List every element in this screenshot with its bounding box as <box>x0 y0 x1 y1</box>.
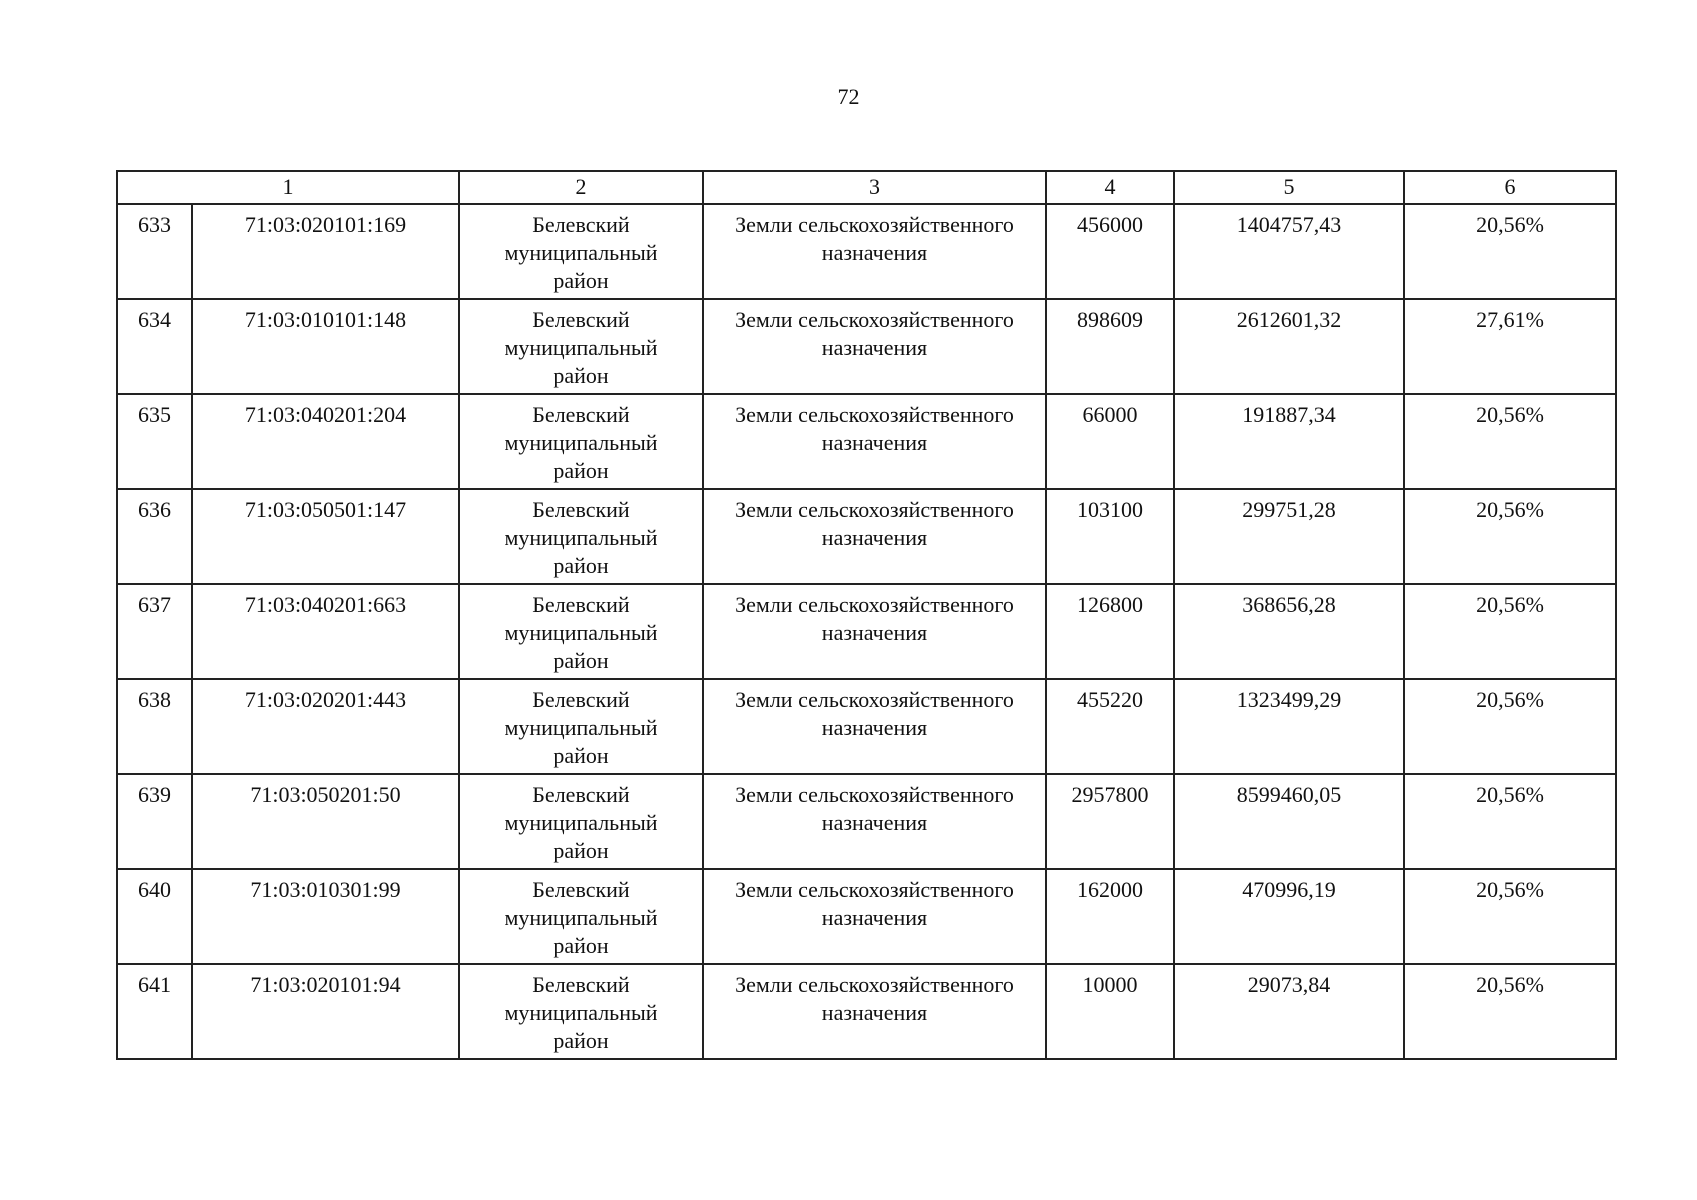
land-category-line: Земли сельскохозяйственного <box>735 402 1014 427</box>
district-name-line: Белевский <box>532 592 630 617</box>
page-number: 72 <box>837 84 860 109</box>
cadastral-value: 1323499,29 <box>1174 679 1404 774</box>
header-cell-6: 6 <box>1404 171 1616 204</box>
row-number: 638 <box>117 679 192 774</box>
land-category-line: Земли сельскохозяйственного <box>735 212 1014 237</box>
land-category-line: назначения <box>821 810 928 835</box>
plot-area: 66000 <box>1046 394 1174 489</box>
district-name-line: Белевский <box>532 972 630 997</box>
cadastral-value: 470996,19 <box>1174 869 1404 964</box>
cadastral-value: 2612601,32 <box>1174 299 1404 394</box>
cadastral-number: 71:03:020101:169 <box>192 204 459 299</box>
district-name <box>459 679 703 774</box>
district-name-line: район <box>553 268 609 293</box>
district-name <box>459 489 703 584</box>
cadastral-number: 71:03:040201:663 <box>192 584 459 679</box>
header-cell-3: 3 <box>703 171 1046 204</box>
rate-percent: 20,56% <box>1404 204 1616 299</box>
row-number: 635 <box>117 394 192 489</box>
district-name-line: муниципальный <box>504 620 658 645</box>
rate-percent: 20,56% <box>1404 679 1616 774</box>
district-name-line: Белевский <box>532 782 630 807</box>
cadastral-value: 29073,84 <box>1174 964 1404 1059</box>
cadastral-value: 299751,28 <box>1174 489 1404 584</box>
row-number: 633 <box>117 204 192 299</box>
district-name-line: Белевский <box>532 307 630 332</box>
rate-percent: 20,56% <box>1404 964 1616 1059</box>
rate-percent: 20,56% <box>1404 394 1616 489</box>
land-plots-table <box>116 170 1617 1060</box>
table-row <box>117 394 1616 489</box>
land-category-line: Земли сельскохозяйственного <box>735 592 1014 617</box>
cadastral-number: 71:03:010101:148 <box>192 299 459 394</box>
cadastral-number: 71:03:020201:443 <box>192 679 459 774</box>
district-name-line: Белевский <box>532 497 630 522</box>
district-name-line: район <box>553 648 609 673</box>
district-name <box>459 774 703 869</box>
land-category-line: назначения <box>821 1000 928 1025</box>
district-name-line: муниципальный <box>504 430 658 455</box>
land-category-line: назначения <box>821 335 928 360</box>
rate-percent: 20,56% <box>1404 869 1616 964</box>
district-name-line: Белевский <box>532 212 630 237</box>
land-category <box>703 204 1046 299</box>
district-name-line: муниципальный <box>504 715 658 740</box>
land-category-line: Земли сельскохозяйственного <box>735 497 1014 522</box>
land-category-line: назначения <box>821 715 928 740</box>
table-row <box>117 679 1616 774</box>
district-name-line: муниципальный <box>504 1000 658 1025</box>
district-name-line: район <box>553 553 609 578</box>
land-category <box>703 489 1046 584</box>
land-category-line: назначения <box>821 430 928 455</box>
land-category-line: Земли сельскохозяйственного <box>735 877 1014 902</box>
rate-percent: 20,56% <box>1404 774 1616 869</box>
cadastral-number: 71:03:010301:99 <box>192 869 459 964</box>
row-number: 636 <box>117 489 192 584</box>
district-name-line: Белевский <box>532 687 630 712</box>
header-cell-5: 5 <box>1174 171 1404 204</box>
plot-area: 162000 <box>1046 869 1174 964</box>
district-name-line: Белевский <box>532 877 630 902</box>
row-number: 637 <box>117 584 192 679</box>
district-name-line: район <box>553 933 609 958</box>
plot-area: 2957800 <box>1046 774 1174 869</box>
table-row <box>117 584 1616 679</box>
district-name-line: район <box>553 1028 609 1053</box>
land-category-line: назначения <box>821 525 928 550</box>
row-number: 639 <box>117 774 192 869</box>
plot-area: 898609 <box>1046 299 1174 394</box>
district-name-line: Белевский <box>532 402 630 427</box>
land-category-line: назначения <box>821 905 928 930</box>
header-cell-2: 2 <box>459 171 703 204</box>
district-name-line: район <box>553 838 609 863</box>
rate-percent: 20,56% <box>1404 584 1616 679</box>
land-category <box>703 679 1046 774</box>
land-category <box>703 584 1046 679</box>
cadastral-number: 71:03:050201:50 <box>192 774 459 869</box>
land-category-line: Земли сельскохозяйственного <box>735 687 1014 712</box>
table-row <box>117 204 1616 299</box>
district-name <box>459 584 703 679</box>
land-category <box>703 774 1046 869</box>
row-number: 641 <box>117 964 192 1059</box>
plot-area: 456000 <box>1046 204 1174 299</box>
land-category <box>703 964 1046 1059</box>
plot-area: 126800 <box>1046 584 1174 679</box>
rate-percent: 27,61% <box>1404 299 1616 394</box>
district-name-line: муниципальный <box>504 810 658 835</box>
district-name <box>459 869 703 964</box>
district-name <box>459 394 703 489</box>
district-name-line: муниципальный <box>504 525 658 550</box>
table-row <box>117 774 1616 869</box>
cadastral-number: 71:03:020101:94 <box>192 964 459 1059</box>
cadastral-value: 191887,34 <box>1174 394 1404 489</box>
table-row <box>117 869 1616 964</box>
district-name-line: район <box>553 743 609 768</box>
table-row <box>117 964 1616 1059</box>
plot-area: 10000 <box>1046 964 1174 1059</box>
district-name-line: муниципальный <box>504 240 658 265</box>
row-number: 640 <box>117 869 192 964</box>
district-name-line: район <box>553 458 609 483</box>
header-cell-1: 1 <box>117 171 459 204</box>
land-category <box>703 869 1046 964</box>
rate-percent: 20,56% <box>1404 489 1616 584</box>
table-row <box>117 489 1616 584</box>
header-cell-4: 4 <box>1046 171 1174 204</box>
land-category-line: Земли сельскохозяйственного <box>735 307 1014 332</box>
cadastral-number: 71:03:040201:204 <box>192 394 459 489</box>
land-category-line: Земли сельскохозяйственного <box>735 782 1014 807</box>
land-category <box>703 299 1046 394</box>
land-category-line: Земли сельскохозяйственного <box>735 972 1014 997</box>
row-number: 634 <box>117 299 192 394</box>
district-name-line: муниципальный <box>504 335 658 360</box>
land-category <box>703 394 1046 489</box>
district-name-line: район <box>553 363 609 388</box>
cadastral-number: 71:03:050501:147 <box>192 489 459 584</box>
land-category-line: назначения <box>821 620 928 645</box>
table-header-row <box>117 171 1616 204</box>
cadastral-value: 8599460,05 <box>1174 774 1404 869</box>
table-row <box>117 299 1616 394</box>
cadastral-value: 368656,28 <box>1174 584 1404 679</box>
cadastral-value: 1404757,43 <box>1174 204 1404 299</box>
district-name <box>459 299 703 394</box>
plot-area: 455220 <box>1046 679 1174 774</box>
district-name-line: муниципальный <box>504 905 658 930</box>
district-name <box>459 964 703 1059</box>
plot-area: 103100 <box>1046 489 1174 584</box>
land-category-line: назначения <box>821 240 928 265</box>
district-name <box>459 204 703 299</box>
